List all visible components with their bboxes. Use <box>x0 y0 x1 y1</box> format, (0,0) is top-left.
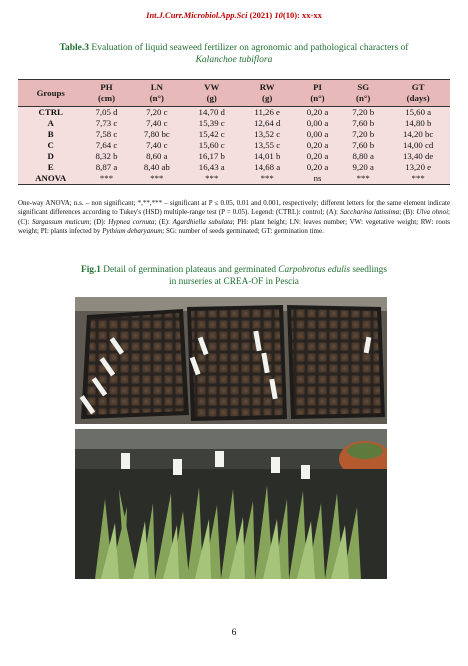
results-table <box>18 79 450 185</box>
header-rw: RW (g) <box>239 80 294 107</box>
table-caption-species: Kalanchoe tubiflora <box>195 55 273 65</box>
table-footnote: One-way ANOVA; n.s. – non significant; *,**,*** – significant at P ≤ 0.05, 0.01 and 0.001, respectively; different letters for the same element indicate significant differences according to Tukey's (HSD) multiple-range test (P = 0.05). Legend: (CTRL): control; (A): Saccharina latissima; (B): Ulva ohnoi; (C): Sargassum muticum; (D): Hypnea cornuta; (E): Agardhiella subulata; PH: plant height; LN: leaves number; VW: vegetative weight; RW: roots weight; PI: plants infected by Pythium debaryanum; SG: number of seeds germinated; GT: germination time. <box>18 199 451 235</box>
table-header-row <box>18 80 450 107</box>
header-groups: Groups <box>18 80 83 107</box>
header-ph: PH (cm) <box>83 80 129 107</box>
table-row: CTRL 7,05 d 7,20 c 14,70 d 11,26 e 0,20 a 7,20 b 15,60 a <box>18 107 450 119</box>
journal-volume: 10 <box>274 10 283 20</box>
page-number: 6 <box>231 628 237 638</box>
journal-issue: (10): xx-xx <box>282 10 322 20</box>
table-caption <box>20 42 448 66</box>
header-gt: GT (days) <box>386 80 450 107</box>
table-row: E 8,87 a 8,40 ab 16,43 a 14,68 a 0,20 a 9,20 a 13,20 e <box>18 162 450 173</box>
germinated-seedlings-photo <box>75 429 387 579</box>
journal-header <box>0 10 468 20</box>
figure-caption: Fig.1 Detail of germination plateaus and germinated Carpobrotus edulis seedlings in nurseries at CREA-OF in Pescia <box>81 265 387 287</box>
table-row: D 8,32 b 8,60 a 16,17 b 14,01 b 0,20 a 8,80 a 13,40 de <box>18 151 450 162</box>
figure-caption-species: Carpobrotus edulis <box>278 265 351 275</box>
header-sg: SG (n°) <box>340 80 386 107</box>
figure-caption-label: Fig.1 <box>81 265 101 275</box>
table-row-anova: ANOVA *** *** *** *** ns *** *** <box>18 173 450 185</box>
journal-year: (2021) <box>247 10 275 20</box>
germination-trays-photo <box>75 297 387 424</box>
table-caption-text: Evaluation of liquid seaweed fertilizer on agronomic and pathological characters of <box>89 43 409 53</box>
header-ln: LN (n°) <box>130 80 184 107</box>
journal-name: Int.J.Curr.Microbiol.App.Sci <box>146 10 248 20</box>
table-row: A 7,73 c 7,40 c 15,39 c 12,64 d 0,00 a 7,60 b 14,80 b <box>18 118 450 129</box>
header-vw: VW (g) <box>184 80 239 107</box>
table-caption-label: Table.3 <box>59 43 90 53</box>
header-pi: PI (n°) <box>295 80 340 107</box>
table-row: B 7,58 c 7,80 bc 15,42 c 13,52 c 0,00 a 7,20 b 14,20 bc <box>18 129 450 140</box>
table-row: C 7,64 c 7,40 c 15,60 c 13,55 c 0,20 a 7,60 b 14,00 cd <box>18 140 450 151</box>
